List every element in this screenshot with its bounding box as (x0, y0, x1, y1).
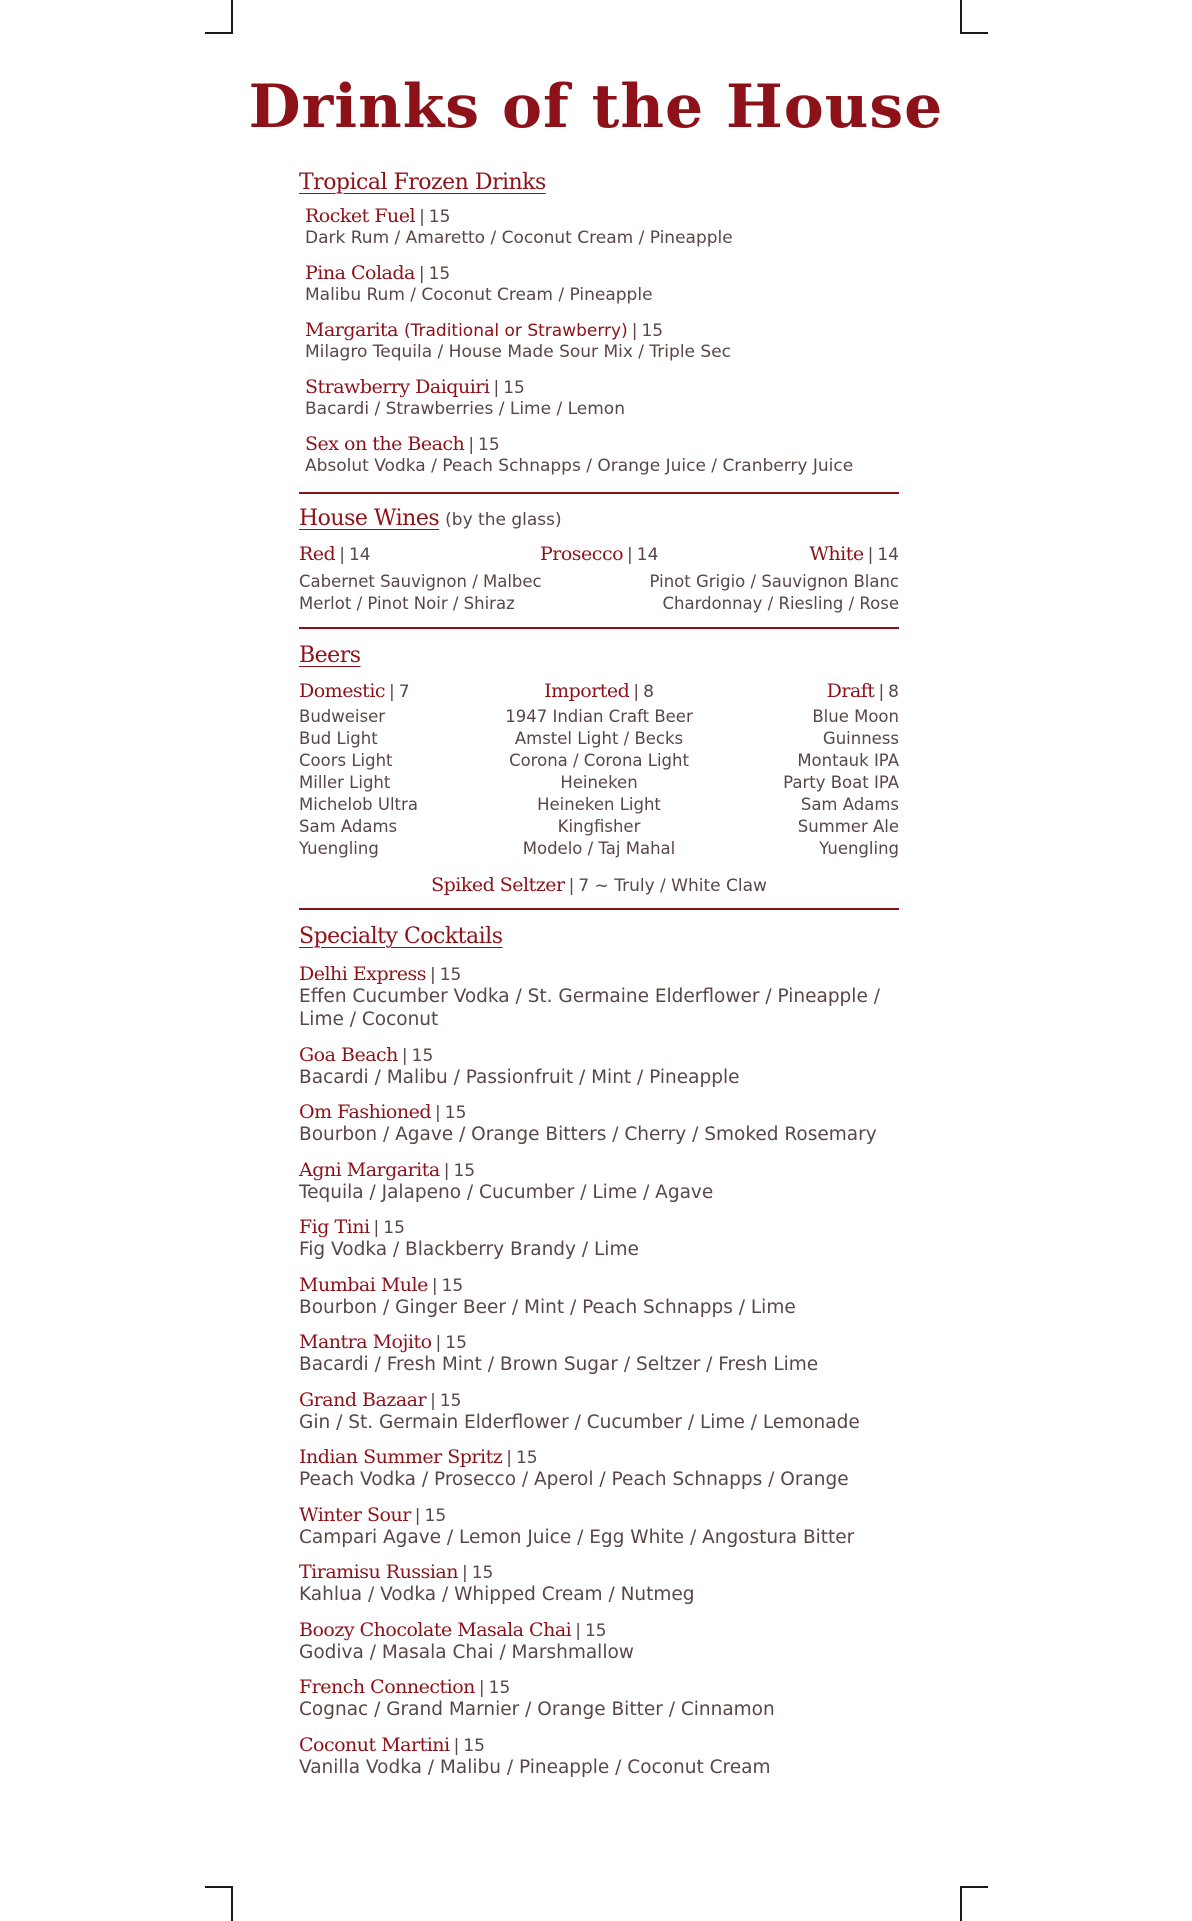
spiked-seltzer-detail: 7 ~ Truly / White Claw (578, 876, 767, 896)
beer-draft: Draft | 8 Blue Moon Guinness Montauk IPA Party Boat IPA Sam Adams Summer Ale Yuengling (699, 680, 899, 860)
drink-name: Pina Colada (305, 262, 415, 284)
beer-domestic-price: 7 (398, 682, 410, 702)
beer-item: Sam Adams (299, 817, 398, 836)
beer-domestic: Domestic | 7 Budweiser Bud Light Coors Light Miller Light Michelob Ultra Sam Adams Yuengling (299, 680, 499, 860)
spiked-seltzer: Spiked Seltzer | 7 ~ Truly / White Claw (431, 874, 767, 896)
drink-title-line (305, 376, 899, 398)
crop-mark-bottom-left-v (231, 1886, 233, 1921)
section-divider (299, 492, 899, 494)
frozen-section (299, 170, 899, 478)
price-separator: | (631, 321, 638, 341)
drink-title-line (299, 963, 899, 985)
beer-item: Blue Moon (812, 707, 899, 726)
drink-name: Boozy Chocolate Masala Chai (299, 1618, 572, 1641)
drink-title-line (299, 1561, 899, 1583)
drink-item (299, 1504, 899, 1549)
drink-title-line (305, 262, 899, 284)
wine-prosecco-price: 14 (636, 545, 659, 565)
drink-price: 15 (411, 1045, 434, 1066)
beer-item: Corona / Corona Light (509, 751, 689, 770)
drink-name: Fig Tini (299, 1216, 370, 1238)
drink-title-line (299, 1734, 899, 1756)
drink-name: Mantra Mojito (299, 1331, 432, 1353)
cocktails-section (299, 924, 899, 1779)
drink-ingredients: Cognac / Grand Marnier / Orange Bitter / Cinnamon (299, 1699, 775, 1720)
drink-name: Goa Beach (299, 1043, 398, 1066)
beer-domestic-list (299, 706, 499, 860)
crop-mark-bottom-right-v (960, 1886, 962, 1921)
price-separator: | (414, 1505, 421, 1526)
wine-white: White | 14 Pinot Grigio / Sauvignon Blanc Chardonnay / Riesling / Rose (649, 543, 899, 613)
wines-heading: House Wines (299, 506, 440, 531)
price-separator: | (493, 378, 500, 398)
menu-content (299, 170, 899, 1779)
drink-ingredients: Absolut Vodka / Peach Schnapps / Orange Juice / Cranberry Juice (305, 456, 854, 476)
beer-item: Guinness (822, 729, 899, 748)
wine-red-name: Red (299, 543, 336, 565)
drink-name: Margarita (305, 319, 398, 341)
cocktail-list (299, 963, 899, 1779)
beer-imported-price: 8 (643, 682, 654, 702)
drink-ingredients: Godiva / Masala Chai / Marshmallow (299, 1641, 634, 1663)
drink-name: Rocket Fuel (305, 205, 416, 227)
price-separator: | (461, 1563, 468, 1583)
drink-item (299, 1216, 899, 1261)
crop-mark-bottom-left-h (205, 1886, 233, 1888)
drink-title-line (305, 205, 899, 227)
drink-item (299, 1561, 899, 1606)
drink-name: French Connection (299, 1676, 475, 1698)
drink-item (305, 262, 899, 307)
drink-price: 15 (478, 435, 500, 455)
drink-name: Winter Sour (299, 1503, 411, 1526)
price-separator: | (418, 264, 425, 284)
drink-price: 15 (428, 264, 451, 284)
section-divider (299, 908, 899, 910)
drink-name: Grand Bazaar (299, 1388, 427, 1411)
price-separator: | (431, 1275, 438, 1296)
drink-title-line (299, 1159, 899, 1181)
drink-price: 15 (488, 1678, 511, 1698)
drink-item (299, 1734, 899, 1779)
beer-item: Heineken (560, 773, 638, 792)
drink-item (305, 205, 899, 250)
drink-item (299, 1446, 899, 1491)
drink-name: Coconut Martini (299, 1733, 450, 1756)
wine-white-line1: Pinot Grigio / Sauvignon Blanc (649, 572, 899, 591)
drink-title-line (299, 1676, 899, 1698)
drink-item (299, 1159, 899, 1204)
crop-mark-top-left-v (231, 0, 233, 34)
drink-ingredients: Bourbon / Agave / Orange Bitters / Cherry / Smoked Rosemary (299, 1124, 877, 1145)
beer-item: Miller Light (299, 773, 391, 792)
drink-ingredients: Bacardi / Malibu / Passionfruit / Mint / Pineapple (299, 1066, 740, 1088)
drink-price: 15 (471, 1563, 494, 1583)
drink-item (305, 319, 899, 364)
frozen-list (305, 205, 899, 478)
crop-mark-top-right-v (960, 0, 962, 34)
spiked-seltzer-name: Spiked Seltzer (431, 874, 565, 896)
drink-name: Tiramisu Russian (299, 1561, 458, 1583)
drink-name: Delhi Express (299, 963, 426, 985)
drink-price: 15 (428, 207, 451, 227)
page-title: Drinks of the House (248, 72, 944, 142)
drink-item (299, 1331, 899, 1376)
price-separator: | (430, 1390, 436, 1411)
beers-section (299, 643, 899, 896)
wine-prosecco: Prosecco | 14 (540, 543, 659, 565)
price-separator: | (453, 1735, 460, 1756)
drink-ingredients: Gin / St. Germain Elderflower / Cucumber / Lime / Lemonade (299, 1411, 860, 1433)
beer-item: Heineken Light (537, 795, 661, 814)
drink-price: 15 (383, 1218, 405, 1238)
drink-title-line (299, 1446, 899, 1468)
beer-imported: Imported | 8 1947 Indian Craft Beer Amstel Light / Becks Corona / Corona Light Heineken Heineken Light Kingfisher Modelo / Taj Mahal (499, 680, 699, 860)
beer-imported-name: Imported (544, 680, 630, 702)
drink-price: 15 (584, 1620, 607, 1641)
drink-item (299, 1274, 899, 1319)
wines-section (299, 506, 899, 615)
wine-red-price: 14 (348, 545, 371, 565)
beer-item: Michelob Ultra (299, 795, 418, 814)
drink-title-line (299, 1331, 899, 1353)
beers-heading: Beers (299, 643, 361, 668)
crop-mark-bottom-right-h (960, 1886, 988, 1888)
drink-title-line (299, 1216, 899, 1238)
wines-note: (by the glass) (445, 510, 562, 530)
drink-price: 15 (641, 321, 664, 341)
drink-ingredients: Dark Rum / Amaretto / Coconut Cream / Pineapple (305, 228, 733, 248)
beer-item: Bud Light (299, 729, 378, 748)
drink-price: 15 (439, 965, 462, 985)
drink-ingredients: Milagro Tequila / House Made Sour Mix / Triple Sec (305, 342, 731, 362)
price-separator: | (373, 1218, 380, 1238)
beer-item: 1947 Indian Craft Beer (505, 707, 693, 726)
beer-item: Party Boat IPA (783, 773, 899, 792)
drink-ingredients: Fig Vodka / Blackberry Brandy / Lime (299, 1239, 639, 1260)
drink-ingredients: Vanilla Vodka / Malibu / Pineapple / Coconut Cream (299, 1756, 771, 1778)
beer-draft-list (699, 706, 899, 860)
wine-red-line2: Merlot / Pinot Noir / Shiraz (299, 594, 515, 613)
wine-white-line2: Chardonnay / Riesling / Rose (662, 594, 899, 613)
beer-item: Amstel Light / Becks (514, 729, 684, 748)
drink-ingredients: Tequila / Jalapeno / Cucumber / Lime / Agave (299, 1181, 714, 1203)
price-separator: | (435, 1103, 441, 1123)
beer-item: Sam Adams (800, 795, 899, 814)
wine-red: Red | 14 Cabernet Sauvignon / Malbec Merlot / Pinot Noir / Shiraz (299, 543, 542, 613)
beer-item: Modelo / Taj Mahal (522, 839, 676, 858)
section-divider (299, 627, 899, 629)
price-separator: | (419, 207, 425, 227)
drink-price: 15 (445, 1333, 467, 1353)
drink-ingredients: Effen Cucumber Vodka / St. Germaine Elderflower / Pineapple / Lime / Coconut (299, 986, 880, 1030)
drink-price: 15 (503, 378, 525, 398)
beer-item: Summer Ale (797, 817, 899, 836)
drink-name: Mumbai Mule (299, 1273, 428, 1296)
drink-ingredients: Peach Vodka / Prosecco / Aperol / Peach Schnapps / Orange (299, 1469, 849, 1490)
drink-item (299, 1101, 899, 1146)
beer-item: Yuengling (819, 839, 899, 858)
beer-imported-list (499, 706, 699, 860)
drink-price: 15 (463, 1735, 485, 1756)
drink-price: 15 (424, 1505, 447, 1526)
beer-item: Coors Light (299, 751, 393, 770)
drink-title-line (299, 1619, 899, 1641)
price-separator: | (401, 1045, 408, 1066)
drink-name: Sex on the Beach (305, 433, 465, 455)
price-separator: | (443, 1160, 450, 1181)
drink-item (299, 1044, 899, 1089)
drink-name: Indian Summer Spritz (299, 1446, 503, 1468)
price-separator: | (468, 435, 475, 455)
crop-mark-top-right-h (960, 32, 988, 34)
drink-item (299, 963, 899, 1031)
drink-ingredients: Campari Agave / Lemon Juice / Egg White / Angostura Bitter (299, 1526, 855, 1548)
drink-item (299, 1619, 899, 1664)
price-separator: | (506, 1448, 512, 1468)
drink-name: Agni Margarita (299, 1158, 440, 1181)
wine-prosecco-name: Prosecco (540, 543, 624, 565)
crop-mark-top-left-h (205, 32, 233, 34)
drink-price: 15 (453, 1160, 476, 1181)
beer-draft-price: 8 (888, 682, 899, 702)
beer-draft-name: Draft (826, 680, 875, 702)
drink-title-line (305, 319, 899, 341)
drink-ingredients: Bacardi / Strawberries / Lime / Lemon (305, 399, 625, 419)
drink-ingredients: Kahlua / Vodka / Whipped Cream / Nutmeg (299, 1584, 695, 1605)
drink-item (305, 376, 899, 421)
drink-price: 15 (441, 1275, 464, 1296)
drink-ingredients: Malibu Rum / Coconut Cream / Pineapple (305, 285, 653, 305)
drink-title-line (305, 433, 899, 455)
wine-white-price: 14 (877, 545, 899, 565)
drink-price: 15 (515, 1448, 538, 1468)
drink-ingredients: Bacardi / Fresh Mint / Brown Sugar / Seltzer / Fresh Lime (299, 1354, 819, 1375)
beer-domestic-name: Domestic (299, 680, 386, 702)
drink-ingredients: Bourbon / Ginger Beer / Mint / Peach Schnapps / Lime (299, 1296, 796, 1318)
drink-title-line (299, 1389, 899, 1411)
drink-note: (Traditional or Strawberry) (403, 321, 628, 341)
price-separator: | (575, 1620, 581, 1641)
beer-item: Kingfisher (557, 817, 641, 836)
drink-title-line (299, 1044, 899, 1066)
drink-price: 15 (439, 1390, 462, 1411)
drink-title-line (299, 1274, 899, 1296)
drink-item (299, 1389, 899, 1434)
price-separator: | (435, 1333, 442, 1353)
beer-item: Montauk IPA (797, 751, 899, 770)
beer-item: Yuengling (299, 839, 379, 858)
drink-item (305, 433, 899, 478)
drink-title-line (299, 1504, 899, 1526)
beer-item: Budweiser (299, 707, 386, 726)
price-separator: | (478, 1678, 485, 1698)
drink-item (299, 1676, 899, 1721)
drink-title-line (299, 1101, 899, 1123)
drink-name: Strawberry Daiquiri (305, 376, 490, 398)
drink-price: 15 (444, 1103, 467, 1123)
price-separator: | (429, 965, 436, 985)
cocktails-heading: Specialty Cocktails (299, 924, 503, 949)
drink-name: Om Fashioned (299, 1101, 432, 1123)
frozen-heading: Tropical Frozen Drinks (299, 170, 546, 195)
wine-red-line1: Cabernet Sauvignon / Malbec (299, 572, 542, 591)
wine-white-name: White (809, 543, 864, 565)
